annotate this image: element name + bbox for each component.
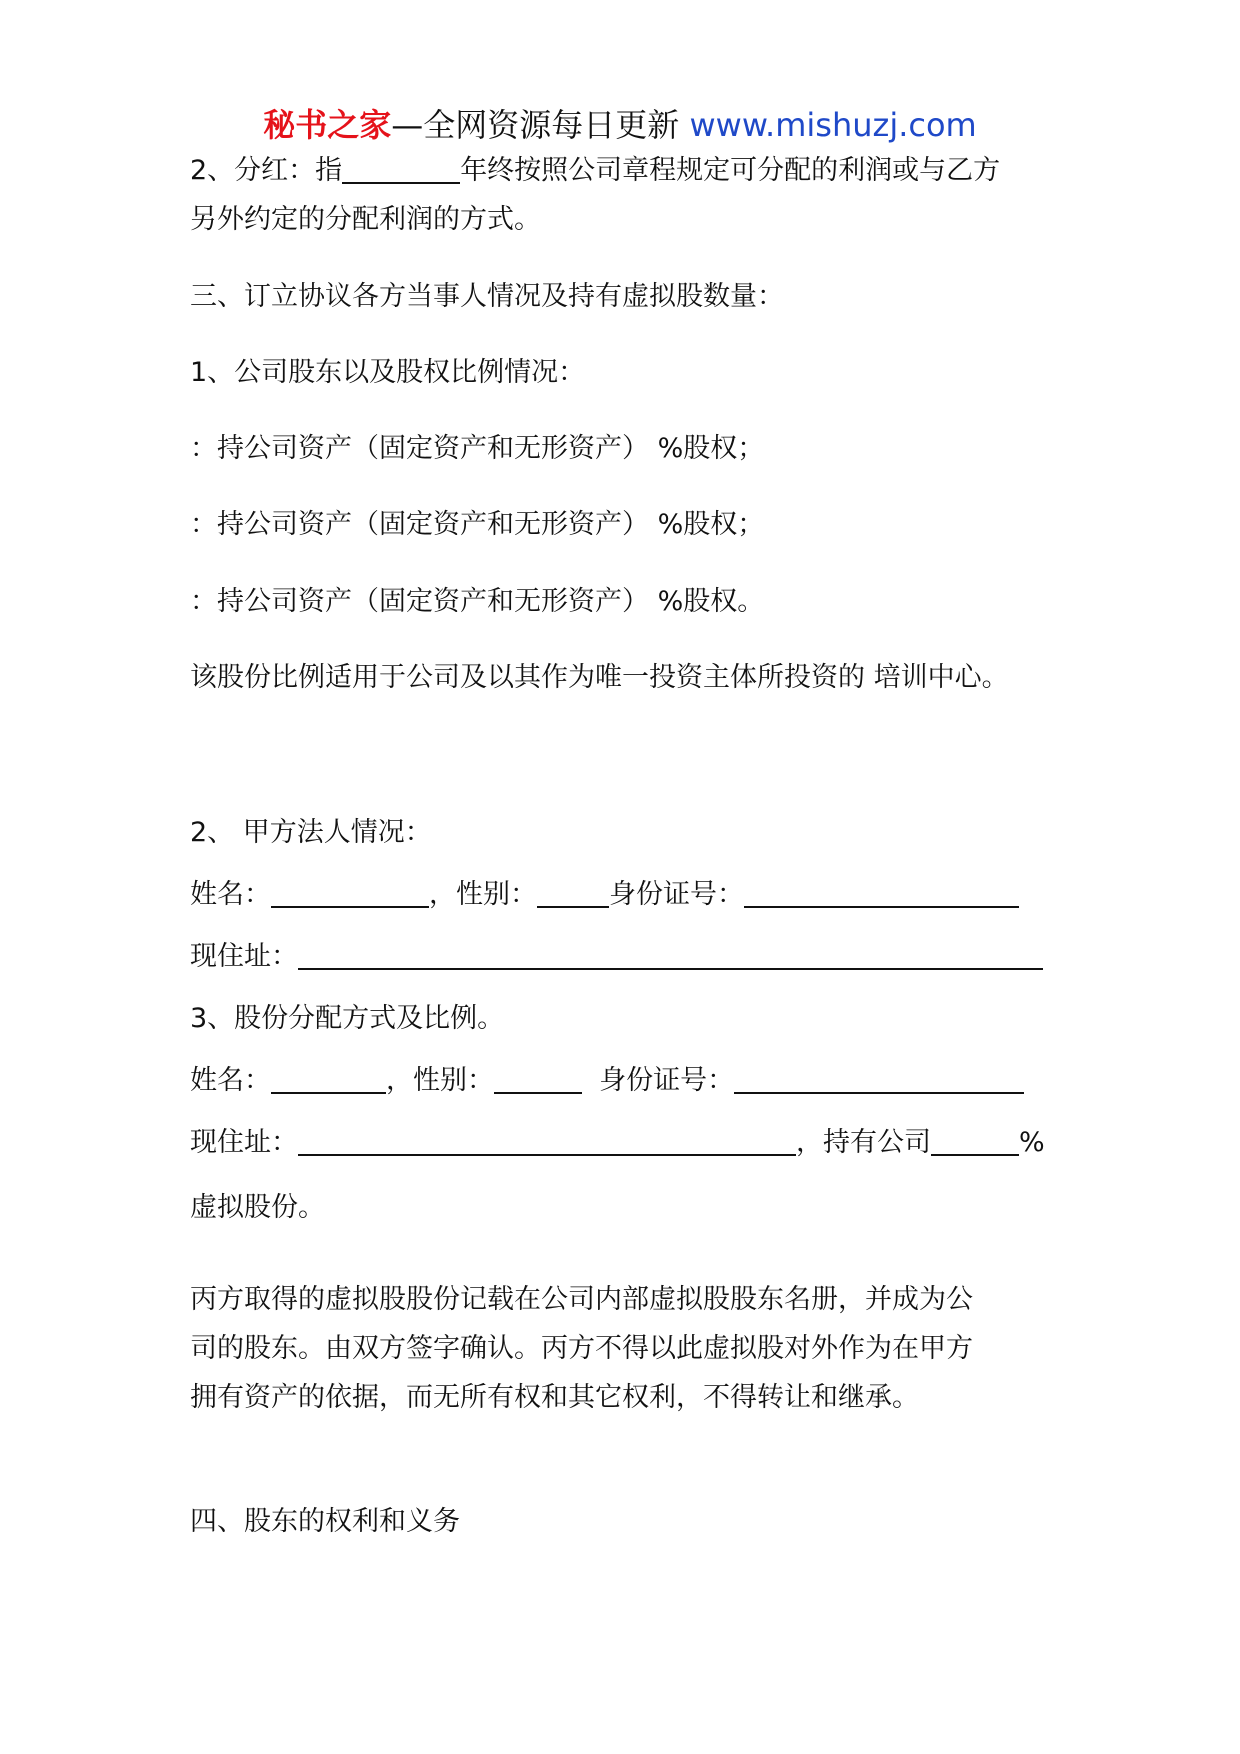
id-number-field[interactable] — [734, 1064, 1024, 1094]
id-number-field[interactable] — [744, 878, 1019, 908]
address-field[interactable] — [298, 1126, 796, 1156]
name-field[interactable] — [271, 878, 429, 908]
gender-field[interactable] — [494, 1064, 582, 1094]
gender-field[interactable] — [537, 878, 609, 908]
dividend-definition-line-2: 另外约定的分配利润的方式。 — [190, 204, 541, 235]
percentage-field[interactable] — [931, 1126, 1019, 1156]
name-label: 姓名： — [190, 879, 271, 910]
holder-address-row — [190, 1118, 1045, 1168]
share-allocation-heading: 3、股份分配方式及比例。 — [190, 1003, 505, 1034]
legal-person-heading: 2、 甲方法人情况： — [190, 817, 432, 848]
year-blank[interactable] — [342, 154, 460, 184]
share-record-paragraph-line-3: 拥有资产的依据，而无所有权和其它权利，不得转让和继承。 — [190, 1382, 919, 1413]
legal-person-address-row — [190, 932, 1043, 982]
share-record-paragraph-line-1: 丙方取得的虚拟股股份记载在公司内部虚拟股股东名册，并成为公 — [190, 1284, 973, 1315]
gender-label: ，性别： — [429, 879, 537, 910]
id-label: 身份证号： — [609, 879, 744, 910]
document-header — [0, 100, 1240, 146]
id-label: 身份证号： — [599, 1065, 735, 1096]
share-scope-paragraph: 该股份比例适用于公司及以其作为唯一投资主体所投资的 培训中心。 — [190, 662, 1009, 693]
header-tagline: —全网资源每日更新 — [391, 106, 680, 144]
brand-name: 秘书之家 — [263, 106, 392, 144]
virtual-shares-text: 虚拟股份。 — [190, 1192, 325, 1223]
site-url[interactable]: www.mishuzj.com — [689, 106, 977, 144]
name-label: 姓名： — [190, 1065, 271, 1096]
percent-sign: % — [1019, 1127, 1045, 1158]
dividend-label: 2、分红：指 — [190, 155, 343, 186]
holding-line-2: ：持公司资产（固定资产和无形资产） %股权； — [190, 509, 765, 540]
share-record-paragraph-line-2: 司的股东。由双方签字确认。丙方不得以此虚拟股对外作为在甲方 — [190, 1333, 973, 1364]
dividend-definition-line-1 — [190, 146, 1000, 196]
address-field[interactable] — [298, 940, 1043, 970]
address-label: 现住址： — [190, 941, 298, 972]
section-3-heading: 三、订立协议各方当事人情况及持有虚拟股数量： — [190, 281, 784, 312]
holding-line-3: ：持公司资产（固定资产和无形资产） %股权。 — [190, 586, 765, 617]
shareholders-heading: 1、公司股东以及股权比例情况： — [190, 357, 586, 388]
holding-label: ，持有公司 — [796, 1127, 931, 1158]
address-label: 现住址： — [190, 1127, 298, 1158]
gender-label: ，性别： — [386, 1065, 494, 1096]
name-field[interactable] — [271, 1064, 386, 1094]
legal-person-form-row — [190, 870, 1019, 920]
section-4-heading: 四、股东的权利和义务 — [190, 1506, 460, 1537]
holder-form-row — [190, 1056, 1024, 1106]
dividend-text: 年终按照公司章程规定可分配的利润或与乙方 — [460, 155, 1001, 186]
holding-line-1: ：持公司资产（固定资产和无形资产） %股权； — [190, 433, 765, 464]
